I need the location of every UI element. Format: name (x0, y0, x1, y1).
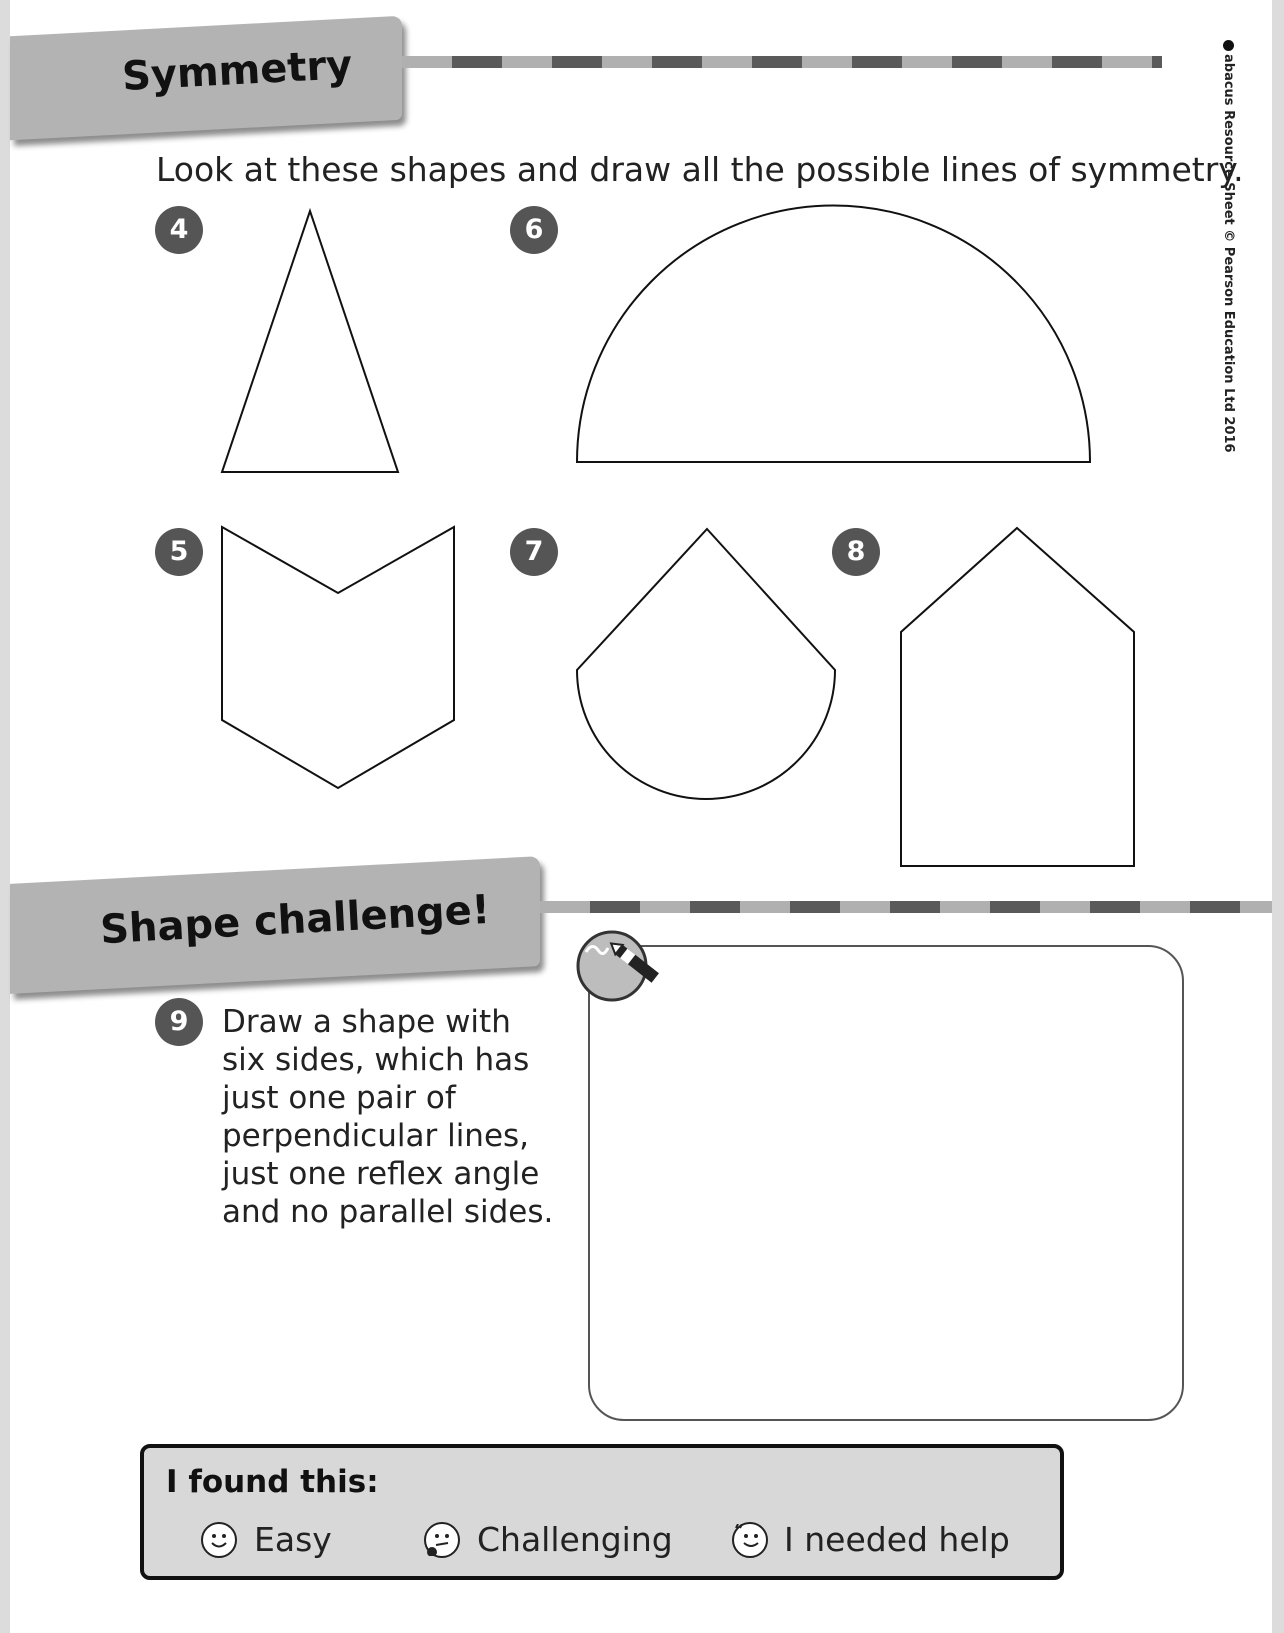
task-line: just one reflex angle (222, 1156, 540, 1192)
question-number-4: 4 (155, 206, 203, 254)
divider-segment (790, 901, 840, 913)
divider-segment (890, 901, 940, 913)
task-description (222, 1003, 562, 1231)
feedback-challenging[interactable]: Challenging (477, 1520, 673, 1559)
divider-segment (690, 901, 740, 913)
triangle-shape[interactable] (222, 211, 398, 472)
shape-challenge-divider (540, 901, 1272, 913)
feedback-box (140, 1444, 1064, 1580)
divider-segment (1140, 901, 1190, 913)
divider-segment (590, 901, 640, 913)
divider-segment (740, 901, 790, 913)
divider-segment (540, 901, 590, 913)
task-line: perpendicular lines, (222, 1118, 530, 1154)
chevron-shape[interactable] (222, 527, 454, 788)
pencil-icon (576, 930, 666, 1010)
divider-segment (840, 901, 890, 913)
divider-segment (990, 901, 1040, 913)
house-shape[interactable] (901, 528, 1134, 866)
question-number-9: 9 (155, 998, 203, 1046)
question-number-5: 5 (155, 528, 203, 576)
divider-segment (640, 901, 690, 913)
divider-segment (1240, 901, 1272, 913)
shape-challenge-title: Shape challenge! (99, 886, 492, 954)
divider-segment (1190, 901, 1240, 913)
copyright-text: abacus Resource Sheet © Pearson Education Ltd 2016 (1221, 40, 1236, 453)
kite-arc-shape[interactable] (577, 529, 835, 799)
question-number-8: 8 (832, 528, 880, 576)
divider-segment (1040, 901, 1090, 913)
task-line: just one pair of (222, 1080, 456, 1116)
semicircle-shape[interactable] (577, 206, 1090, 463)
divider-segment (1090, 901, 1140, 913)
divider-segment (940, 901, 990, 913)
question-number-7: 7 (510, 528, 558, 576)
smiley-face-icon[interactable] (201, 1522, 237, 1558)
feedback-needed-help[interactable]: I needed help (784, 1520, 1010, 1559)
task-line: Draw a shape with (222, 1004, 511, 1040)
question-number-6: 6 (510, 206, 558, 254)
task-line: six sides, which has (222, 1042, 530, 1078)
task-line: and no parallel sides. (222, 1194, 554, 1230)
symmetry-title: Symmetry (120, 42, 354, 100)
thinking-face-icon[interactable] (424, 1522, 460, 1558)
feedback-easy[interactable]: Easy (254, 1520, 332, 1559)
feedback-title: I found this: (166, 1464, 379, 1500)
waving-hand-face-icon[interactable] (732, 1522, 768, 1558)
drawing-area[interactable] (588, 945, 1184, 1421)
symmetry-instruction: Look at these shapes and draw all the possible lines of symmetry. (156, 150, 1244, 189)
